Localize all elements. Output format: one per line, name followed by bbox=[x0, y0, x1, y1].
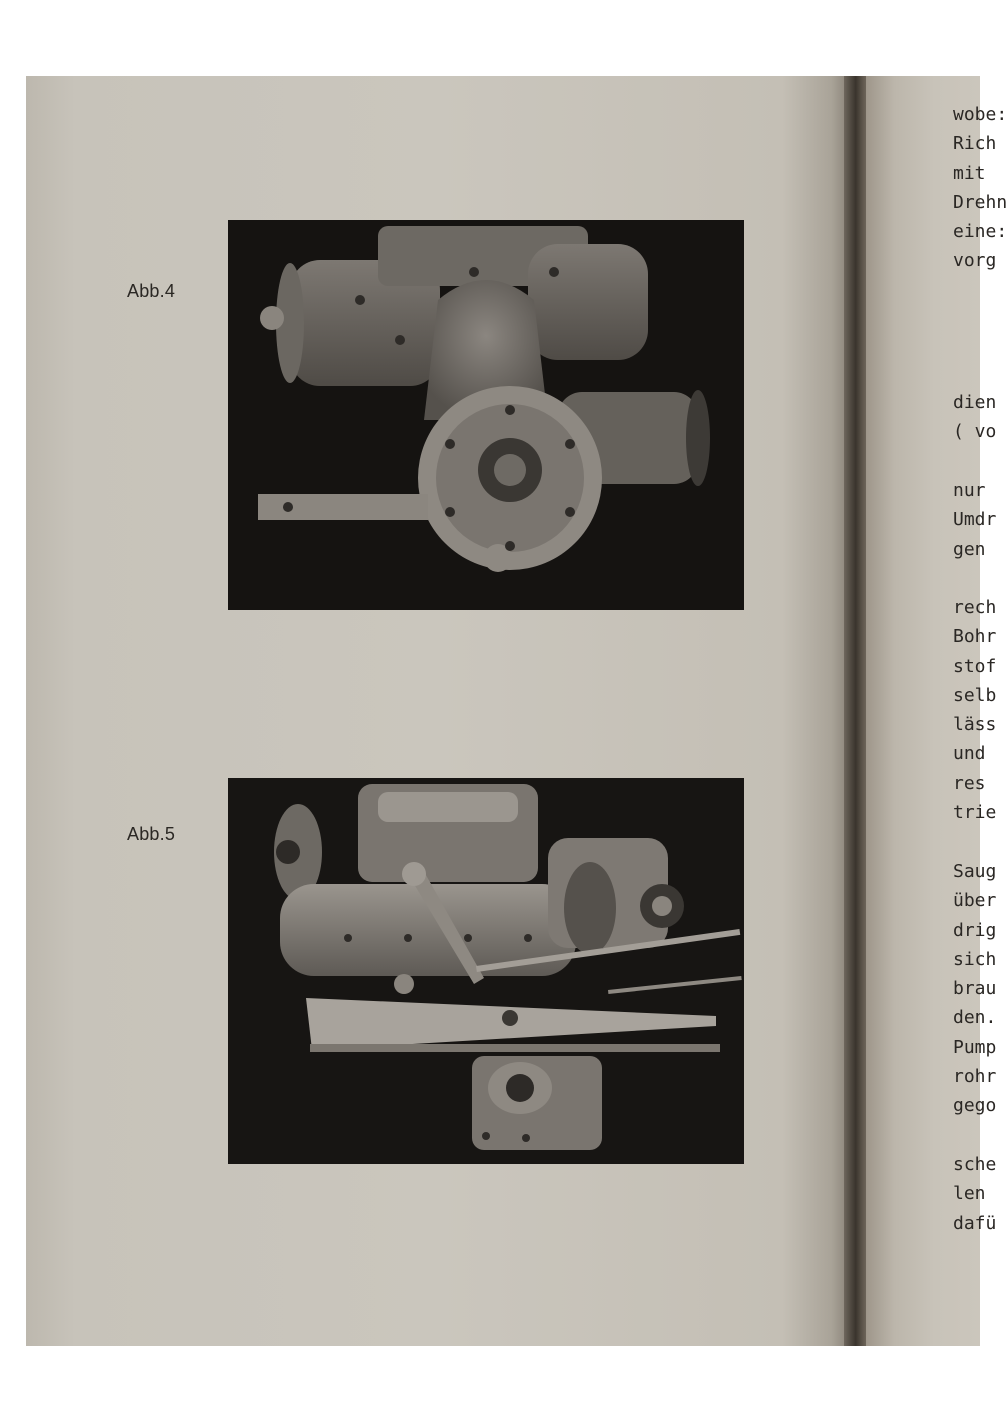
typed-line: drig bbox=[953, 919, 997, 941]
typed-line: den. bbox=[953, 1007, 997, 1029]
typed-line: Pump bbox=[953, 1036, 997, 1058]
typed-line: gego bbox=[953, 1095, 997, 1117]
typed-line: rech bbox=[953, 597, 997, 618]
left-page bbox=[26, 76, 848, 1346]
typed-line: über bbox=[953, 890, 997, 912]
typed-line: len bbox=[953, 1183, 997, 1205]
typed-line: brau bbox=[953, 978, 997, 1000]
typed-line: vorg bbox=[953, 250, 997, 272]
typed-line: Drehn bbox=[953, 191, 1007, 213]
typed-line: Rich bbox=[953, 133, 997, 155]
figure-4-label: Abb.4 bbox=[127, 281, 176, 301]
typed-line: sich bbox=[953, 948, 997, 970]
right-page bbox=[866, 76, 1007, 1346]
typed-line: gen bbox=[953, 538, 997, 560]
typed-line: selb bbox=[953, 684, 997, 706]
typed-line: Saug bbox=[953, 861, 997, 882]
typed-line: dien bbox=[953, 392, 997, 413]
typed-line: res bbox=[953, 772, 997, 794]
typed-line: mit bbox=[953, 162, 997, 184]
typed-line: und bbox=[953, 743, 997, 765]
figure-4-photo bbox=[228, 220, 744, 610]
typed-line: trie bbox=[953, 802, 997, 824]
typed-line: Umdr bbox=[953, 509, 997, 531]
book-spread bbox=[26, 76, 1007, 1346]
typed-line: wobe: bbox=[953, 104, 1007, 125]
typed-line: sche bbox=[953, 1154, 997, 1175]
figure-5-label: Abb.5 bbox=[127, 824, 176, 844]
typed-line: Bohr bbox=[953, 626, 997, 648]
typed-line: ( vo bbox=[953, 421, 997, 443]
typed-line: stof bbox=[953, 655, 997, 677]
typed-line: eine: bbox=[953, 221, 1007, 243]
figure-5-photo bbox=[228, 778, 744, 1164]
typed-line: dafü bbox=[953, 1212, 997, 1234]
typed-line: nur bbox=[953, 480, 997, 501]
typed-line: läss bbox=[953, 714, 997, 736]
typed-line: rohr bbox=[953, 1066, 997, 1088]
